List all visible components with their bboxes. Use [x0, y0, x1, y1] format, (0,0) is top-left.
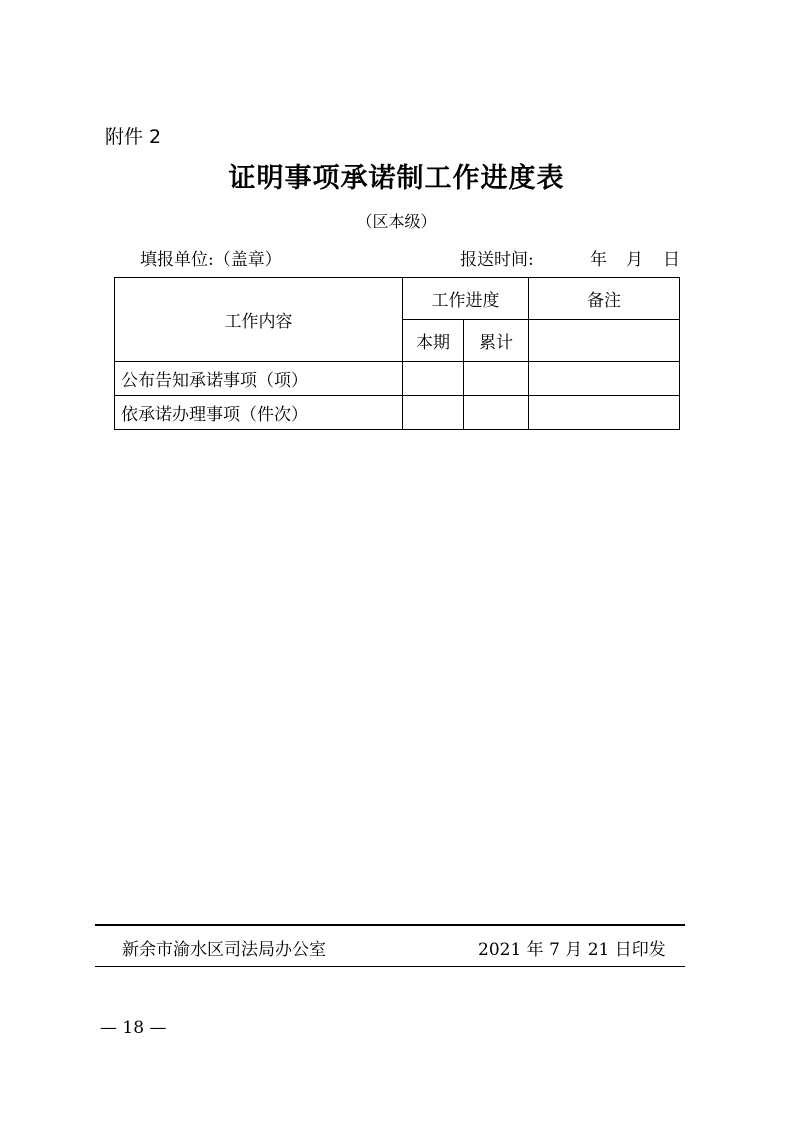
attachment-label: 附件 2	[105, 126, 162, 148]
print-date: 2021 年 7 月 21 日印发	[478, 940, 666, 960]
progress-table	[114, 277, 680, 430]
level-subtitle: （区本级）	[356, 212, 437, 231]
header-current-period: 本期	[403, 320, 464, 362]
table-row	[115, 396, 680, 430]
header-remarks-blank	[529, 320, 680, 362]
cell-current	[403, 362, 464, 396]
footer-bottom-rule	[95, 966, 685, 967]
row-label: 公布告知承诺事项（项）	[115, 362, 403, 396]
year-label: 年	[590, 250, 607, 270]
header-remarks: 备注	[529, 278, 680, 320]
header-progress: 工作进度	[403, 278, 529, 320]
cell-remarks	[529, 396, 680, 430]
send-time-label: 报送时间:	[460, 250, 534, 270]
month-label: 月	[626, 250, 643, 270]
footer-top-rule	[95, 924, 685, 926]
cell-cumulative	[464, 396, 529, 430]
issuing-office: 新余市渝水区司法局办公室	[122, 940, 326, 960]
cell-remarks	[529, 362, 680, 396]
page-number: — 18 —	[100, 1018, 167, 1038]
header-cumulative: 累计	[464, 320, 529, 362]
cell-current	[403, 396, 464, 430]
header-work-content: 工作内容	[115, 278, 403, 362]
row-label: 依承诺办理事项（件次）	[115, 396, 403, 430]
table-row	[115, 362, 680, 396]
cell-cumulative	[464, 362, 529, 396]
document-title: 证明事项承诺制工作进度表	[228, 163, 565, 194]
day-label: 日	[663, 250, 680, 270]
fill-unit-label: 填报单位:（盖章）	[140, 250, 282, 270]
